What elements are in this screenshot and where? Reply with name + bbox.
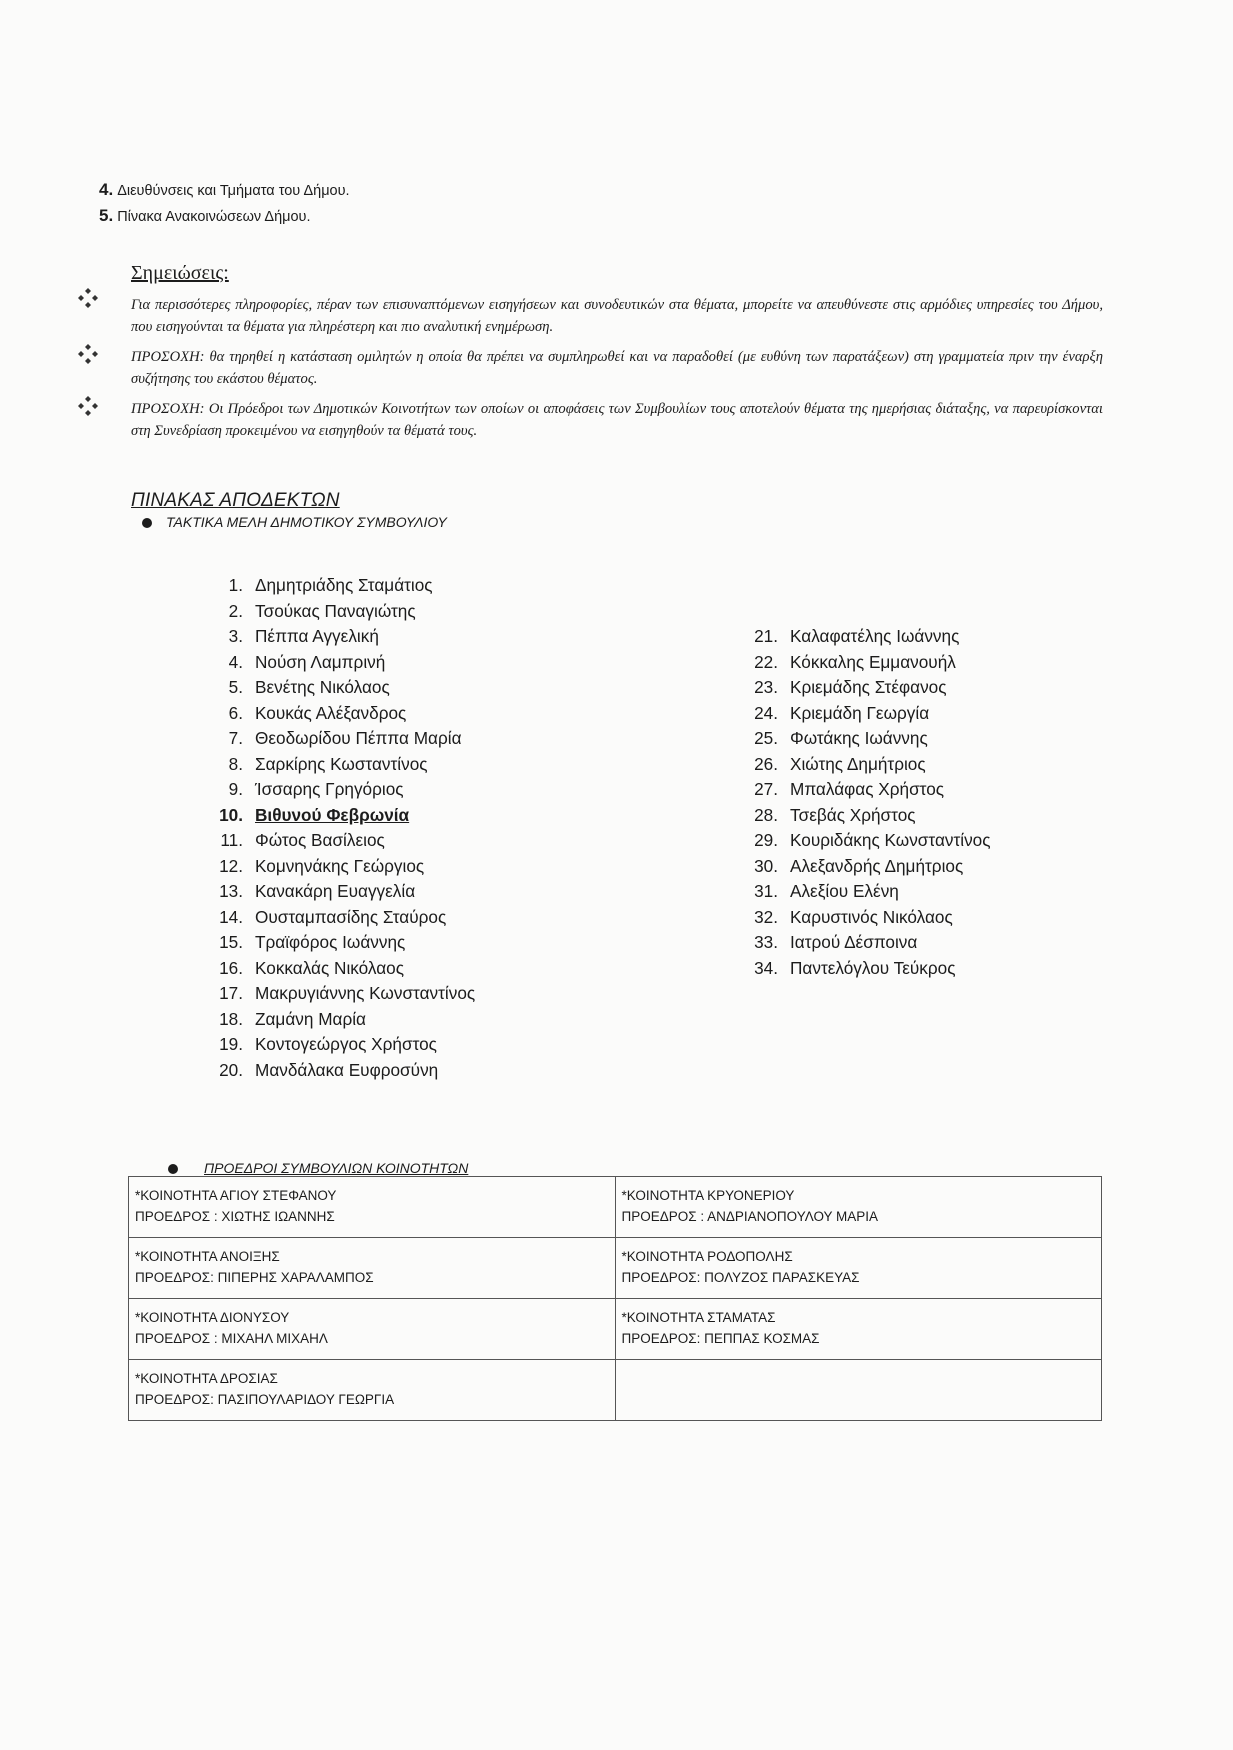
member-item	[740, 777, 991, 803]
member-number: 31.	[754, 881, 778, 901]
member-name: Κουριδάκης Κωνσταντίνος	[790, 830, 991, 850]
member-item	[205, 777, 475, 803]
note-info	[131, 294, 1103, 338]
top-item-4	[99, 180, 350, 200]
member-item	[740, 752, 991, 778]
member-item	[205, 624, 475, 650]
member-item	[205, 1007, 475, 1033]
member-number: 1.	[228, 575, 243, 595]
community-name: *ΚΟΙΝΟΤΗΤΑ ΣΤΑΜΑΤΑΣ	[621, 1310, 776, 1325]
member-name: Δημητριάδης Σταμάτιος	[255, 575, 433, 595]
member-number: 2.	[228, 600, 243, 621]
member-number: 28.	[754, 804, 778, 825]
table-row	[129, 1360, 1102, 1421]
member-item	[205, 599, 475, 625]
member-item	[205, 701, 475, 727]
member-name: Κοντογεώργος Χρήστος	[255, 1034, 437, 1054]
member-number: 13.	[219, 881, 243, 901]
bullet-dot-icon	[168, 1164, 178, 1174]
community-name: *ΚΟΙΝΟΤΗΤΑ ΔΙΟΝΥΣΟΥ	[135, 1310, 290, 1325]
member-number: 22.	[754, 651, 778, 672]
community-president: ΠΡΟΕΔΡΟΣ: ΠΙΠΕΡΗΣ ΧΑΡΑΛΑΜΠΟΣ	[135, 1270, 374, 1285]
community-cell	[615, 1238, 1102, 1299]
member-number: 8.	[228, 753, 243, 774]
member-number: 33.	[754, 932, 778, 952]
community-name: *ΚΟΙΝΟΤΗΤΑ ΡΟΔΟΠΟΛΗΣ	[621, 1249, 793, 1264]
member-name: Μπαλάφας Χρήστος	[790, 779, 945, 799]
member-number: 24.	[754, 702, 778, 723]
notes-title: Σημειώσεις:	[131, 262, 229, 284]
member-number: 12.	[219, 855, 243, 876]
community-president: ΠΡΟΕΔΡΟΣ : ΧΙΩΤΗΣ ΙΩΑΝΝΗΣ	[135, 1209, 335, 1224]
top-item-number: 5.	[99, 206, 114, 225]
table-row	[129, 1238, 1102, 1299]
member-name: Κουκάς Αλέξανδρος	[255, 702, 407, 723]
member-name: Κοκκαλάς Νικόλαος	[255, 957, 405, 978]
member-number: 7.	[228, 728, 243, 748]
community-name: *ΚΟΙΝΟΤΗΤΑ ΑΓΙΟΥ ΣΤΕΦΑΝΟΥ	[135, 1188, 337, 1203]
member-item	[205, 930, 475, 956]
member-number: 25.	[754, 728, 778, 748]
note-label: ΠΡΟΣΟΧΗ:	[131, 349, 205, 365]
community-name: *ΚΟΙΝΟΤΗΤΑ ΔΡΟΣΙΑΣ	[135, 1371, 278, 1386]
member-item	[205, 650, 475, 676]
community-cell	[615, 1360, 1102, 1421]
member-name: Ζαμάνη Μαρία	[255, 1008, 366, 1029]
community-cell	[129, 1238, 616, 1299]
member-name: Τραϊφόρος Ιωάννης	[255, 932, 406, 952]
member-item	[205, 573, 475, 599]
member-number: 21.	[754, 626, 778, 646]
member-name: Πέππα Αγγελική	[255, 626, 379, 646]
community-cell	[129, 1177, 616, 1238]
bullet-dot-icon	[142, 518, 152, 528]
member-name: Νούση Λαμπρινή	[255, 651, 386, 672]
member-name: Αλεξίου Ελένη	[790, 881, 899, 901]
member-item	[205, 1058, 475, 1084]
top-item-5	[99, 206, 311, 226]
member-name: Κομνηνάκης Γεώργιος	[255, 855, 425, 876]
community-president: ΠΡΟΕΔΡΟΣ: ΠΕΠΠΑΣ ΚΟΣΜΑΣ	[621, 1331, 820, 1346]
member-item	[740, 854, 991, 880]
member-name: Τσεβάς Χρήστος	[790, 804, 916, 825]
member-item	[205, 803, 475, 829]
member-number: 4.	[228, 651, 243, 672]
member-name: Θεοδωρίδου Πέππα Μαρία	[255, 728, 462, 748]
member-number: 3.	[228, 626, 243, 646]
community-president: ΠΡΟΕΔΡΟΣ: ΠΑΣΙΠΟΥΛΑΡΙΔΟΥ ΓΕΩΡΓΙΑ	[135, 1392, 395, 1407]
community-president: ΠΡΟΕΔΡΟΣ : ΑΝΔΡΙΑΝΟΠΟΥΛΟΥ ΜΑΡΙΑ	[621, 1209, 879, 1224]
member-item	[740, 650, 991, 676]
community-cell	[615, 1299, 1102, 1360]
diamond-bullet-icon	[76, 286, 100, 310]
member-number: 30.	[754, 855, 778, 876]
member-number: 32.	[754, 906, 778, 927]
note-text: Για περισσότερες πληροφορίες, πέραν των επισυναπτόμενων εισηγήσεων και συνοδευτικών στα θέματα, μπορείτε να απευθύνεστε στις αρμόδιες υπηρεσίες του Δήμου, που εισηγούνται τα θέματα για πληρέστερη και πιο αναλυτική ενημέρωση.	[131, 297, 1103, 335]
members-heading: ΤΑΚΤΙΚΑ ΜΕΛΗ ΔΗΜΟΤΙΚΟΥ ΣΥΜΒΟΥΛΙΟΥ	[166, 514, 447, 530]
member-name: Κανακάρη Ευαγγελία	[255, 881, 416, 901]
community-president: ΠΡΟΕΔΡΟΣ : ΜΙΧΑΗΛ ΜΙΧΑΗΛ	[135, 1331, 328, 1346]
diamond-bullet-icon	[76, 394, 100, 418]
member-number: 23.	[754, 677, 778, 697]
recipients-title: ΠΙΝΑΚΑΣ ΑΠΟΔΕΚΤΩΝ	[131, 490, 340, 511]
member-item	[740, 803, 991, 829]
member-number: 34.	[754, 957, 778, 978]
members-list-left	[205, 573, 475, 1083]
top-item-text: Διευθύνσεις και Τμήματα του Δήμου.	[117, 183, 350, 199]
member-number: 17.	[219, 983, 243, 1003]
member-item	[205, 1032, 475, 1058]
member-item	[205, 752, 475, 778]
member-number: 6.	[228, 702, 243, 723]
table-row	[129, 1177, 1102, 1238]
member-item	[205, 956, 475, 982]
member-name: Βιθυνού Φεβρωνία	[255, 804, 410, 825]
member-name: Αλεξανδρής Δημήτριος	[790, 855, 964, 876]
member-item	[205, 854, 475, 880]
member-name: Τσούκας Παναγιώτης	[255, 600, 416, 621]
member-name: Καλαφατέλης Ιωάννης	[790, 626, 960, 646]
member-name: Φωτάκης Ιωάννης	[790, 728, 928, 748]
member-number: 11.	[220, 830, 243, 850]
member-number: 18.	[219, 1008, 243, 1029]
member-number: 26.	[754, 753, 778, 774]
member-name: Ουσταμπασίδης Σταύρος	[255, 906, 447, 927]
member-name: Κριεμάδης Στέφανος	[790, 677, 947, 697]
member-number: 14.	[219, 906, 243, 927]
note-attention-speakers	[131, 346, 1103, 390]
member-item	[205, 726, 475, 752]
note-attention-presidents	[131, 398, 1103, 442]
member-number: 19.	[219, 1034, 243, 1054]
communities-table	[128, 1176, 1102, 1421]
member-number: 9.	[228, 779, 243, 799]
member-item	[740, 930, 991, 956]
member-item	[205, 879, 475, 905]
member-number: 15.	[219, 932, 243, 952]
member-item	[205, 981, 475, 1007]
note-label: ΠΡΟΣΟΧΗ:	[131, 401, 205, 417]
member-item	[740, 624, 991, 650]
member-name: Ίσσαρης Γρηγόριος	[255, 779, 404, 799]
member-item	[205, 828, 475, 854]
community-president: ΠΡΟΕΔΡΟΣ: ΠΟΛΥΖΟΣ ΠΑΡΑΣΚΕΥΑΣ	[621, 1270, 860, 1285]
member-item	[740, 675, 991, 701]
member-number: 16.	[219, 957, 243, 978]
diamond-bullet-icon	[76, 342, 100, 366]
member-name: Φώτος Βασίλειος	[255, 830, 385, 850]
member-name: Σαρκίρης Κωσταντίνος	[255, 753, 428, 774]
community-name: *ΚΟΙΝΟΤΗΤΑ ΚΡΥΟΝΕΡΙΟΥ	[621, 1188, 795, 1203]
top-item-number: 4.	[99, 180, 114, 199]
member-item	[205, 905, 475, 931]
member-name: Χιώτης Δημήτριος	[790, 753, 926, 774]
member-item	[740, 828, 991, 854]
top-item-text: Πίνακα Ανακοινώσεων Δήμου.	[117, 209, 311, 225]
member-name: Κριεμάδη Γεωργία	[790, 702, 930, 723]
member-item	[205, 675, 475, 701]
communities-heading: ΠΡΟΕΔΡΟΙ ΣΥΜΒΟΥΛΙΩΝ ΚΟΙΝΟΤΗΤΩΝ	[204, 1160, 469, 1176]
member-item	[740, 726, 991, 752]
member-name: Κόκκαλης Εμμανουήλ	[790, 651, 956, 672]
member-number: 29.	[754, 830, 778, 850]
member-number: 5.	[228, 677, 243, 697]
member-number: 20.	[219, 1059, 243, 1080]
community-name: *ΚΟΙΝΟΤΗΤΑ ΑΝΟΙΞΗΣ	[135, 1249, 280, 1264]
member-number: 10.	[219, 804, 243, 825]
community-cell	[129, 1299, 616, 1360]
member-name: Ιατρού Δέσποινα	[790, 932, 918, 952]
community-cell	[129, 1360, 616, 1421]
member-item	[740, 701, 991, 727]
member-name: Καρυστινός Νικόλαος	[790, 906, 953, 927]
table-row	[129, 1299, 1102, 1360]
note-text: Οι Πρόεδροι των Δημοτικών Κοινοτήτων των οποίων οι αποφάσεις των Συμβουλίων τους αποτελούν θέματα της ημερήσιας διάταξης, να παρευρίσκονται στη Συνεδρίαση προκειμένου να εισηγηθούν τα θέματά τους.	[131, 401, 1103, 439]
members-list-right	[740, 624, 991, 981]
member-name: Μανδάλακα Ευφροσύνη	[255, 1059, 439, 1080]
note-text: θα τηρηθεί η κατάσταση ομιλητών η οποία θα πρέπει να συμπληρωθεί και να παραδοθεί (με ευθύνη των παρατάξεων) στη γραμματεία πριν την έναρξη συζήτησης του εκάστου θέματος.	[131, 349, 1103, 387]
member-name: Παντελόγλου Τεύκρος	[790, 957, 956, 978]
member-item	[740, 905, 991, 931]
member-name: Μακρυγιάννης Κωνσταντίνος	[255, 983, 476, 1003]
community-cell	[615, 1177, 1102, 1238]
member-item	[740, 956, 991, 982]
member-item	[740, 879, 991, 905]
member-name: Βενέτης Νικόλαος	[255, 677, 390, 697]
member-number: 27.	[754, 779, 778, 799]
